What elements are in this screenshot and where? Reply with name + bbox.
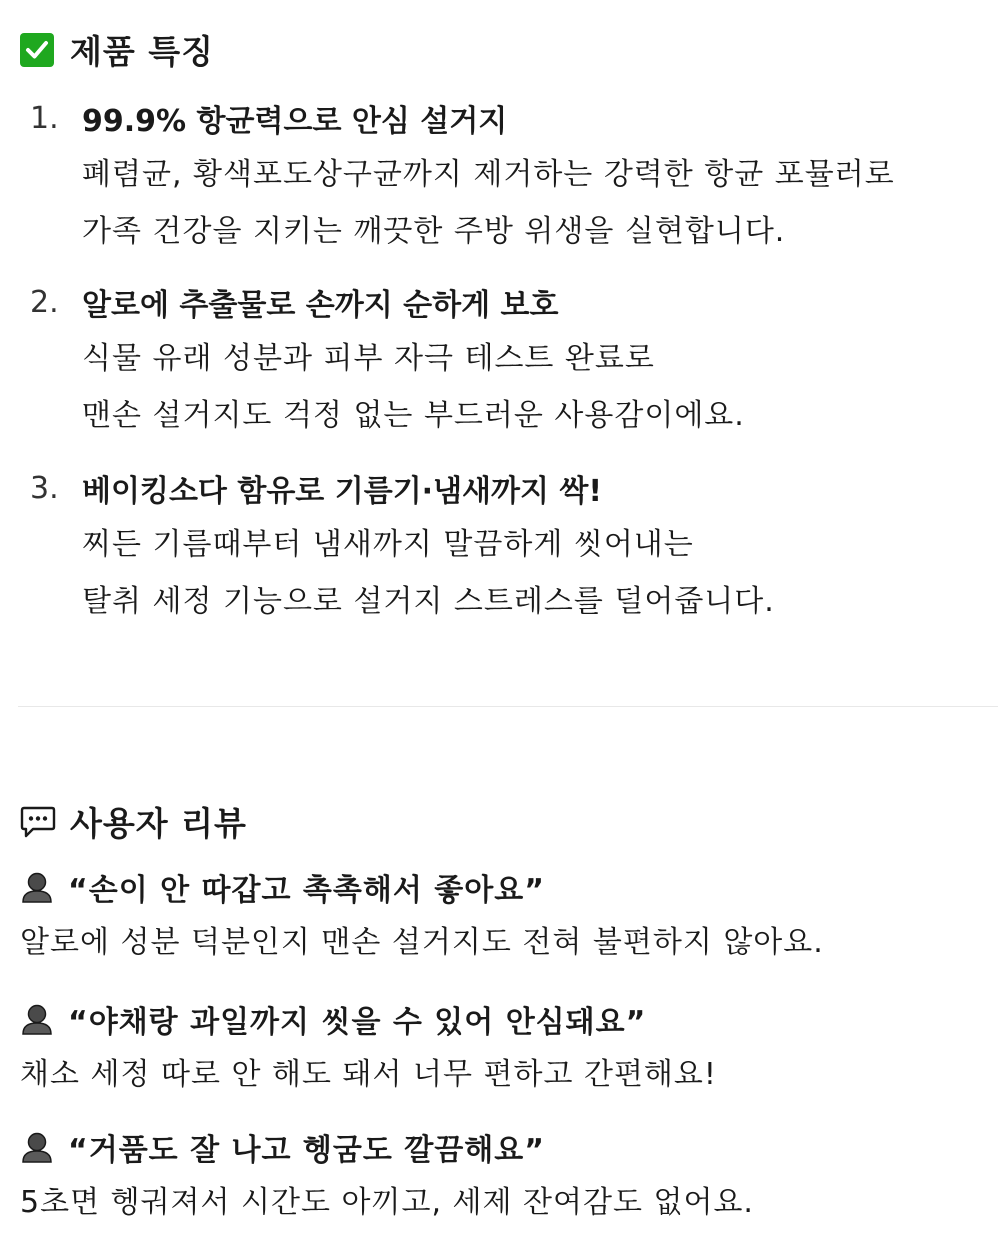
feature-title-row bbox=[30, 466, 990, 510]
person-silhouette-icon bbox=[20, 1130, 54, 1164]
review-quote-row bbox=[20, 1124, 995, 1170]
feature-description-line: 폐렴균, 황색포도상구균까지 제거하는 강력한 항균 포뮬러로 bbox=[82, 157, 895, 192]
feature-number: 3. bbox=[30, 470, 59, 506]
reviews-heading bbox=[20, 798, 247, 845]
speech-bubble-icon bbox=[20, 805, 56, 839]
review-quote: “거품도 잘 나고 헹굼도 깔끔해요” bbox=[68, 1133, 545, 1168]
feature-number: 1. bbox=[30, 100, 59, 136]
review-quote-row bbox=[20, 996, 995, 1042]
feature-title-row bbox=[30, 96, 990, 140]
feature-title: 베이킹소다 함유로 기름기·냄새까지 싹! bbox=[82, 474, 603, 509]
review-item bbox=[20, 996, 995, 1100]
features-heading-text: 제품 특징 bbox=[70, 32, 215, 71]
feature-number: 2. bbox=[30, 284, 59, 320]
feature-title: 99.9% 항균력으로 안심 설거지 bbox=[82, 104, 508, 139]
review-item bbox=[20, 1124, 995, 1228]
section-divider bbox=[18, 706, 998, 707]
review-quote: “야채랑 과일까지 씻을 수 있어 안심돼요” bbox=[68, 1005, 647, 1040]
feature-description-line: 맨손 설거지도 걱정 없는 부드러운 사용감이에요. bbox=[82, 398, 745, 433]
feature-item bbox=[30, 466, 990, 630]
review-quote-row bbox=[20, 864, 995, 910]
feature-title: 알로에 추출물로 손까지 순하게 보호 bbox=[82, 288, 559, 323]
features-heading bbox=[20, 26, 214, 73]
feature-title-row bbox=[30, 280, 990, 324]
review-quote: “손이 안 따갑고 촉촉해서 좋아요” bbox=[68, 873, 545, 908]
review-body: 채소 세정 따로 안 해도 돼서 너무 편하고 간편해요! bbox=[20, 1057, 717, 1092]
person-silhouette-icon bbox=[20, 870, 54, 904]
feature-item bbox=[30, 96, 990, 260]
check-mark-icon bbox=[20, 33, 54, 67]
feature-description-line: 식물 유래 성분과 피부 자극 테스트 완료로 bbox=[82, 341, 655, 376]
feature-description-line: 탈취 세정 기능으로 설거지 스트레스를 덜어줍니다. bbox=[82, 584, 775, 619]
feature-description-line: 가족 건강을 지키는 깨끗한 주방 위생을 실현합니다. bbox=[82, 214, 786, 249]
review-body: 알로에 성분 덕분인지 맨손 설거지도 전혀 불편하지 않아요. bbox=[20, 925, 824, 960]
review-body: 5초면 헹궈져서 시간도 아끼고, 세제 잔여감도 없어요. bbox=[20, 1185, 754, 1220]
feature-item bbox=[30, 280, 990, 444]
reviews-heading-text: 사용자 리뷰 bbox=[70, 804, 247, 843]
review-item bbox=[20, 864, 995, 968]
person-silhouette-icon bbox=[20, 1002, 54, 1036]
feature-description-line: 찌든 기름때부터 냄새까지 말끔하게 씻어내는 bbox=[82, 527, 694, 562]
